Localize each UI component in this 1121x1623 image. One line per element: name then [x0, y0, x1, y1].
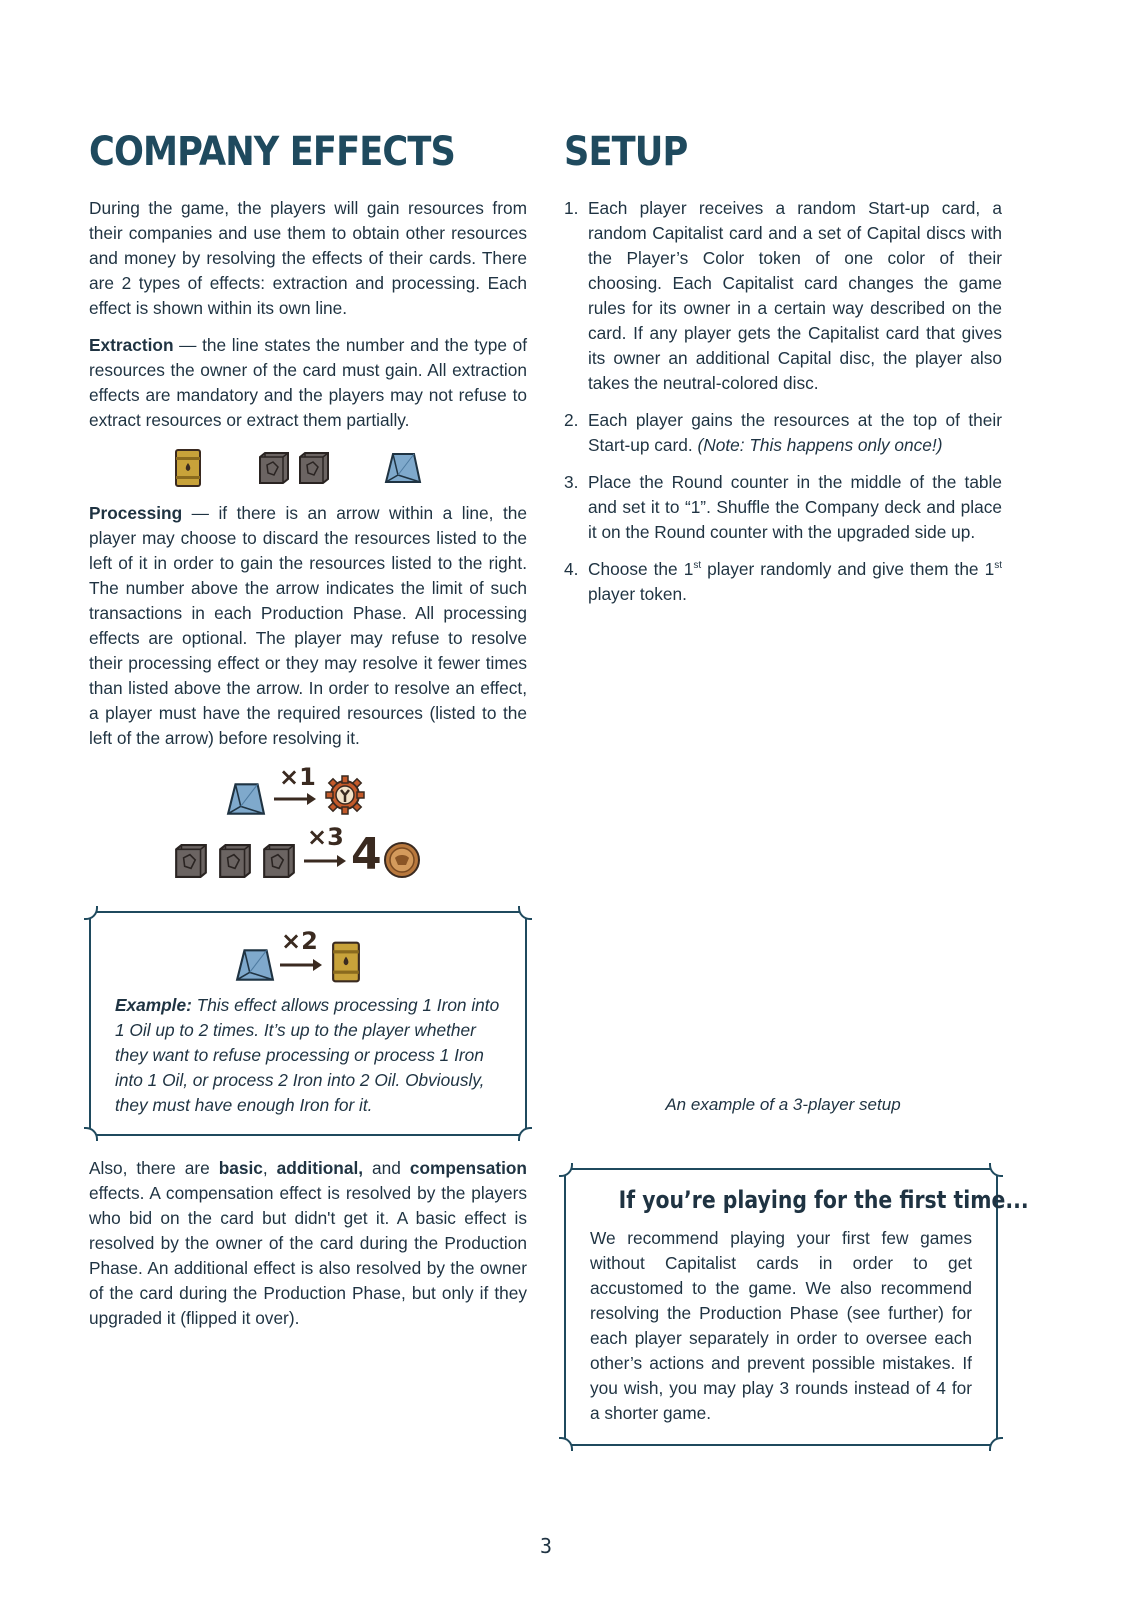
step-text: Each player gains the resources at the top of their Start-up card.: [588, 410, 1002, 455]
iron-icon: [384, 451, 422, 485]
example-text: [115, 993, 501, 1118]
example-effect: [115, 927, 501, 989]
processing-text: — if there is an arrow within a line, the player may choose to discard the resources listed to the left of it in order to gain the resources listed to the right. The number above the arrow indicates the limit of such transactions in each Production Phase. All processing effects are optional. The player may refuse to resolve their processing effect or they may resolve it fewer times than listed above the arrow. In order to resolve an effect, a player must have the required resources (listed to the left of the arrow) before resolving it.: [89, 503, 527, 748]
arrow-icon: [273, 791, 317, 807]
processing-term: Processing: [89, 503, 183, 523]
money-amount: 4: [351, 829, 382, 880]
step-number: 3.: [564, 472, 579, 492]
processing-example-1: [89, 765, 527, 823]
processing-example-2: [89, 823, 527, 889]
separator: ,: [262, 1158, 277, 1178]
example-multiplier: ×2: [281, 927, 318, 955]
additional-term: additional,: [276, 1158, 364, 1178]
setup-steps: [564, 196, 1002, 607]
setup-step: [564, 557, 1002, 607]
effect-kinds-paragraph: [89, 1156, 527, 1331]
oil-barrel-icon: [331, 941, 361, 983]
processing-multiplier: ×1: [279, 763, 316, 791]
processing-multiplier: ×3: [307, 823, 344, 851]
step-note: (Note: This happens only once!): [697, 435, 943, 455]
step-text: player randomly and give them the 1: [701, 559, 995, 579]
separator: and: [363, 1158, 410, 1178]
stone-icon: [257, 451, 291, 485]
example-body: This effect allows processing 1 Iron into 1 Oil up to 2 times. It’s up to the player whether they want to refuse processing or process 1 Iron into 1 Oil, or process 2 Iron into 2 Oil. Obviously, they must have enough Iron for it.: [115, 995, 500, 1115]
ordinal-suffix: st: [693, 560, 702, 572]
tip-text: We recommend playing your first few games without Capitalist cards in order to get accustomed to the game. We also recommend resolving the Production Phase (see further) for each player separately in order to oversee each other’s actions and prevent possible mistakes. If you wish, you may play 3 rounds instead of 4 for a shorter game.: [590, 1228, 972, 1423]
ordinal-suffix: st: [994, 560, 1002, 572]
effect-kinds-text: Also, there are: [89, 1158, 219, 1178]
setup-step: [564, 470, 1002, 545]
setup-title: SETUP: [564, 129, 688, 175]
example-label: Example:: [115, 995, 192, 1015]
step-text: player token.: [588, 584, 687, 604]
stone-icon: [217, 843, 253, 879]
arrow-icon: [279, 957, 323, 973]
company-effects-column: [89, 128, 527, 1343]
coin-icon: [383, 841, 421, 879]
iron-icon: [226, 781, 266, 817]
step-number: 4.: [564, 559, 579, 579]
basic-term: basic: [218, 1158, 263, 1178]
example-box: [89, 911, 527, 1136]
extraction-paragraph: [89, 333, 527, 433]
stone-icon: [297, 451, 331, 485]
stone-icon: [261, 843, 297, 879]
iron-icon: [235, 947, 275, 983]
processing-paragraph: [89, 501, 527, 751]
step-text: Each player receives a random Start-up card, a random Capitalist card and a set of Capital discs with the Player’s Color token of one color of their choosing. Each Capitalist card changes the game rules for its owner in a certain way described on the card. If any player gets the Capitalist card that gives its owner an additional Capital disc, the player also takes the neutral-colored disc.: [588, 198, 1002, 393]
first-time-tip-box: [564, 1168, 1029, 1446]
oil-barrel-icon: [174, 449, 202, 487]
company-effects-title: COMPANY EFFECTS: [89, 129, 455, 175]
extraction-term: Extraction: [89, 335, 174, 355]
tip-title: If you’re playing for the first time...: [618, 1186, 1029, 1214]
gear-icon: [325, 775, 365, 815]
page-number: 3: [540, 1534, 553, 1558]
setup-step: [564, 408, 1002, 458]
setup-column: [564, 128, 1002, 619]
step-text: Choose the 1: [588, 559, 694, 579]
step-number: 2.: [564, 410, 579, 430]
step-number: 1.: [564, 198, 579, 218]
step-text: Place the Round counter in the middle of the table and set it to “1”. Shuffle the Company deck and place it on the Round counter with the upgraded side up.: [588, 472, 1002, 542]
setup-step: [564, 196, 1002, 396]
setup-image-caption: An example of a 3-player setup: [665, 1095, 901, 1114]
company-effects-intro: During the game, the players will gain resources from their companies and use them to obtain other resources and money by resolving the effects of their cards. There are 2 types of effects: extraction and processing. Each effect is shown within its own line.: [89, 198, 527, 318]
extraction-icons: [89, 445, 527, 493]
extraction-text: — the line states the number and the type of resources the owner of the card must gain. All extraction effects are mandatory and the players may not refuse to extract resources or extract them partially.: [89, 335, 527, 430]
compensation-term: compensation: [409, 1158, 527, 1178]
arrow-icon: [303, 853, 347, 869]
stone-icon: [173, 843, 209, 879]
effect-kinds-text: effects. A compensation effect is resolved by the players who bid on the card but didn't get it. A basic effect is resolved by the owner of the card during the Production Phase. An additional effect is also resolved by the owner of the card during the Production Phase, but only if they upgraded it (flipped it over).: [89, 1183, 527, 1328]
